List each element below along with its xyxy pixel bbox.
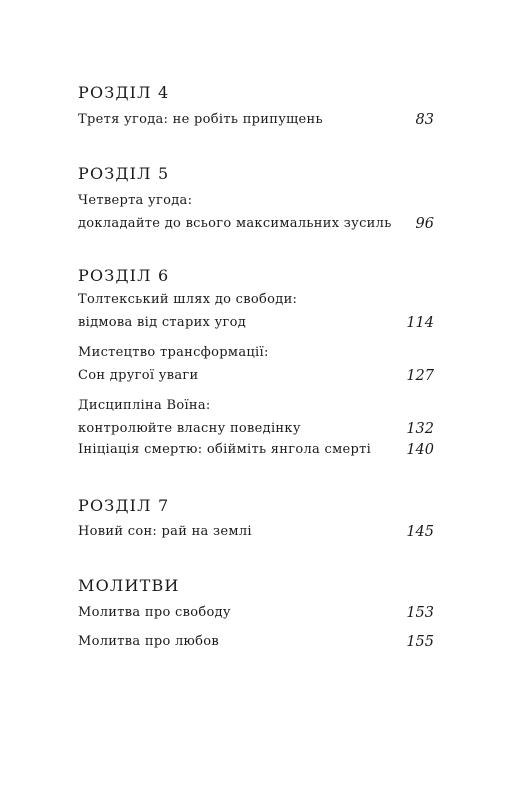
toc-entry-line <box>78 110 434 130</box>
page-number: 127 <box>406 368 434 384</box>
entry-title: Молитва про любов <box>78 634 220 649</box>
page-number: 83 <box>415 112 434 128</box>
toc-entry-line <box>78 214 434 234</box>
toc-entry-line <box>78 419 434 439</box>
toc-entry-line <box>78 290 434 310</box>
entry-title: контролюйте власну поведінку <box>78 421 301 436</box>
entry-title: Сон другої уваги <box>78 368 199 383</box>
toc-entry-line <box>78 313 434 333</box>
page-number: 114 <box>406 315 434 331</box>
entry-title: Ініціація смертю: обійміть янгола смерті <box>78 442 372 457</box>
toc-entry-line <box>78 366 434 386</box>
section-heading-6: РОЗДІЛ 6 <box>78 266 170 285</box>
section-heading-prayers: МОЛИТВИ <box>78 576 180 595</box>
toc-entry-line <box>78 522 434 542</box>
entry-title: Третя угода: не робіть припущень <box>78 112 323 127</box>
toc-entry-line <box>78 396 434 416</box>
section-heading-5: РОЗДІЛ 5 <box>78 164 170 183</box>
entry-title: Дисципліна Воїна: <box>78 398 211 413</box>
page-number: 155 <box>406 634 434 650</box>
page-number: 96 <box>415 216 434 232</box>
page-number: 153 <box>406 605 434 621</box>
page-number: 145 <box>406 524 434 540</box>
toc-entry-line <box>78 603 434 623</box>
page-number: 132 <box>406 421 434 437</box>
entry-title: Толтекський шлях до свободи: <box>78 292 298 307</box>
page-number: 140 <box>406 442 434 458</box>
section-heading-4: РОЗДІЛ 4 <box>78 83 170 102</box>
entry-title: відмова від старих угод <box>78 315 247 330</box>
table-of-contents <box>78 0 434 800</box>
entry-title: Четверта угода: <box>78 193 193 208</box>
entry-title: Молитва про свободу <box>78 605 231 620</box>
entry-title: докладайте до всього максимальних зусиль <box>78 216 392 231</box>
entry-title: Новий сон: рай на землі <box>78 524 252 539</box>
toc-entry-line <box>78 440 434 460</box>
toc-entry-line <box>78 632 434 652</box>
toc-entry-line <box>78 343 434 363</box>
entry-title: Мистецтво трансформації: <box>78 345 269 360</box>
toc-entry-line <box>78 191 434 211</box>
section-heading-7: РОЗДІЛ 7 <box>78 496 170 515</box>
